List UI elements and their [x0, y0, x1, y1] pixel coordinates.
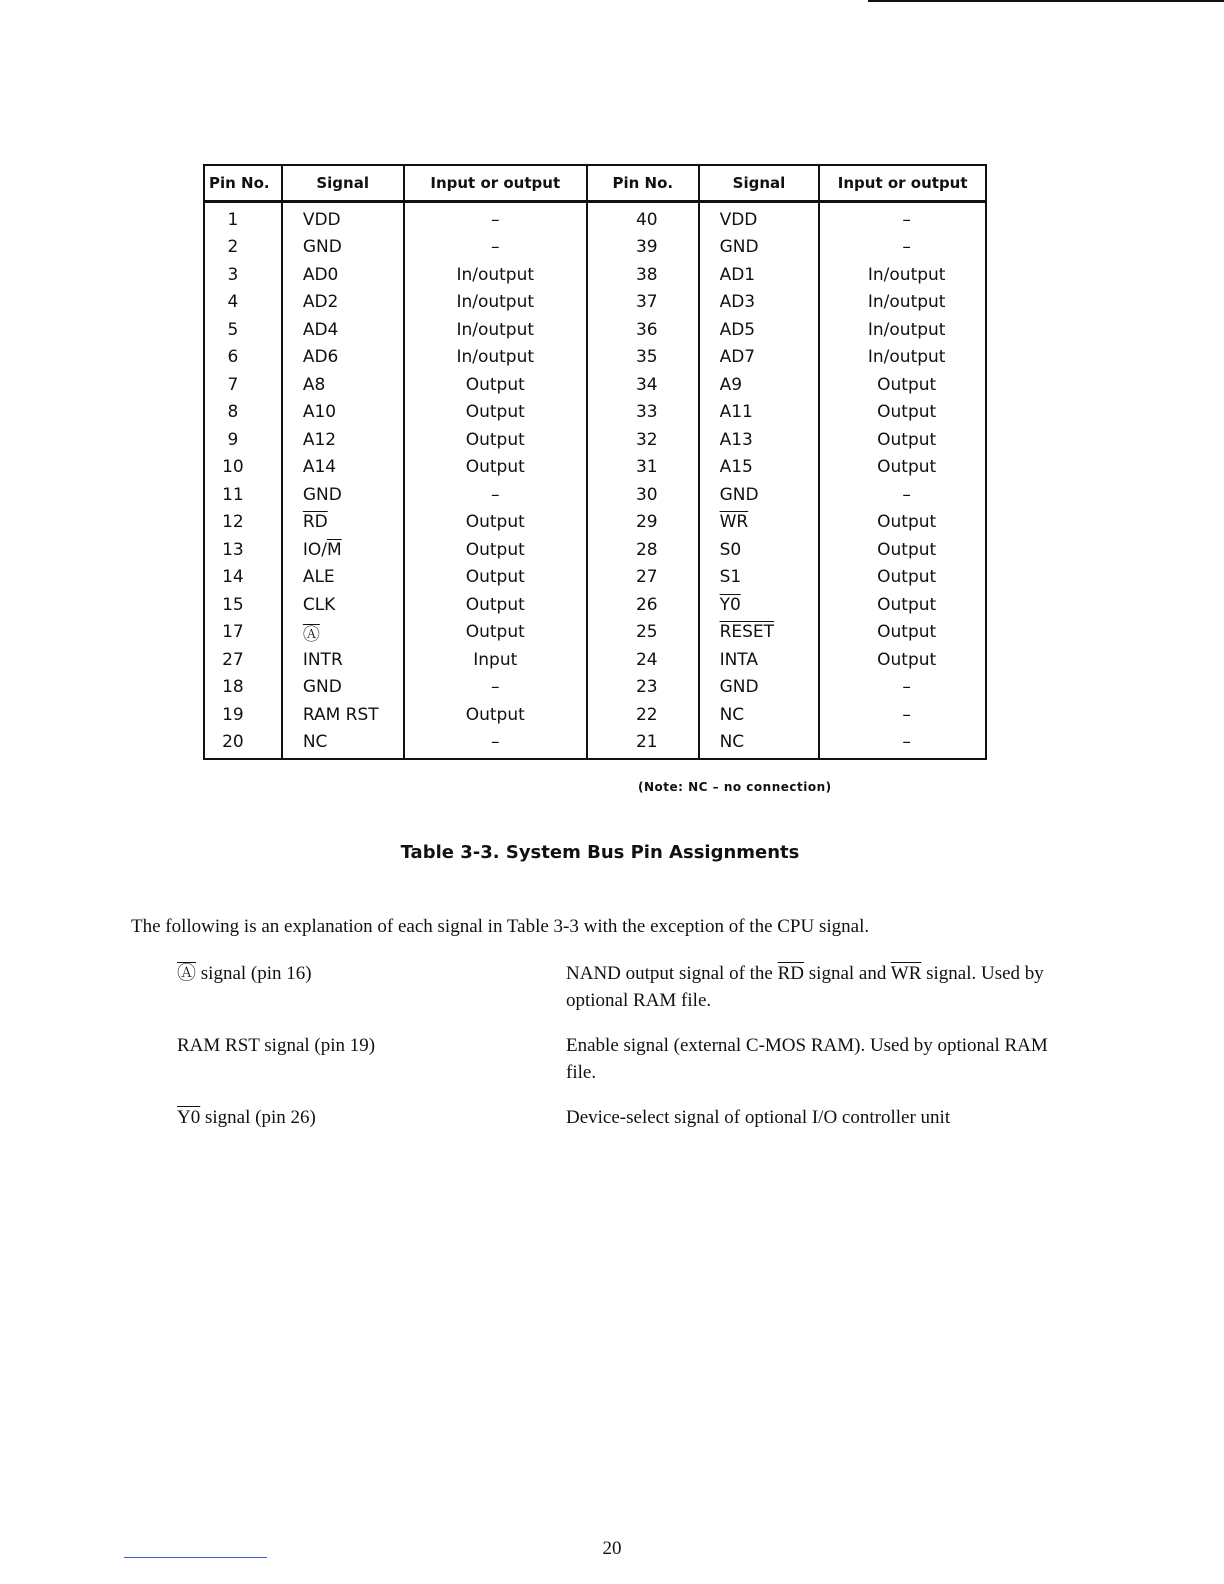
cell-signal-right [699, 536, 820, 564]
cell-pin-no-right-text: 37 [635, 292, 658, 313]
cell-signal-right [699, 591, 820, 619]
cell-signal [282, 536, 404, 564]
cell-signal-right-text: AD5 [719, 319, 756, 340]
caption-text: Table 3-3. System Bus Pin Assignments [400, 842, 800, 863]
cell-input-or-output [404, 202, 587, 234]
page-number: 20 [602, 1538, 622, 1559]
cell-pin-no [204, 646, 282, 674]
cell-signal-right-text: RESET [719, 622, 775, 643]
cell-input-or-output-right-text: In/output [867, 292, 946, 313]
cell-pin-no-right [587, 481, 699, 509]
cell-pin-no-right [587, 674, 699, 702]
cell-pin-no-right [587, 426, 699, 454]
cell-pin-no [204, 316, 282, 344]
cell-input-or-output-right [819, 316, 986, 344]
table-row [204, 646, 986, 674]
cell-pin-no-right [587, 202, 699, 234]
cell-input-or-output-right [819, 344, 986, 372]
wr-overline: $\overline{WR}$ [890, 963, 922, 984]
cell-input-or-output-text: Output [465, 374, 525, 395]
cell-pin-no [204, 509, 282, 537]
cell-pin-no-right [587, 289, 699, 317]
cell-input-or-output-right [819, 261, 986, 289]
definition-description: Enable signal (external C-MOS RAM). Used by optional RAM file. [566, 1035, 1048, 1083]
cell-pin-no [204, 202, 282, 234]
cell-pin-no [204, 371, 282, 399]
top-rule [868, 0, 1224, 2]
cell-signal [282, 289, 404, 317]
cell-signal-right [699, 371, 820, 399]
cell-pin-no [204, 454, 282, 482]
cell-input-or-output-text: In/output [456, 347, 535, 368]
cell-pin-no-text: 5 [227, 319, 239, 340]
cell-signal [282, 371, 404, 399]
cell-input-or-output-text: Output [465, 539, 525, 560]
header-pin-no-right: Pin No. [587, 165, 699, 202]
cell-input-or-output-right [819, 481, 986, 509]
cell-signal-right [699, 289, 820, 317]
cell-signal-right [699, 261, 820, 289]
cell-signal-right [699, 481, 820, 509]
cell-pin-no-right-text: 31 [635, 457, 658, 478]
m-overline: $\overline{M}$ [326, 539, 342, 560]
cell-input-or-output-text: In/output [456, 292, 535, 313]
cell-input-or-output [404, 729, 587, 760]
cell-pin-no [204, 564, 282, 592]
table-row [204, 591, 986, 619]
cell-input-or-output-text: Output [465, 594, 525, 615]
cell-input-or-output-text: Output [465, 457, 525, 478]
cell-pin-no [204, 536, 282, 564]
cell-pin-no-right [587, 591, 699, 619]
cell-signal [282, 646, 404, 674]
table-row [204, 202, 986, 234]
pin-assignment-table [203, 164, 987, 760]
intro-paragraph: The following is an explanation of each signal in Table 3-3 with the exception of the CPU signal. [131, 916, 870, 937]
cell-signal-right [699, 202, 820, 234]
desc-part: signal. Used by optional RAM file. [566, 963, 1044, 1011]
cell-input-or-output [404, 646, 587, 674]
cell-input-or-output-right [819, 399, 986, 427]
cell-signal-text: NC [302, 732, 328, 753]
cell-pin-no [204, 591, 282, 619]
cell-input-or-output-text: In/output [456, 319, 535, 340]
cell-pin-no-right-text: 26 [635, 594, 658, 615]
cell-input-or-output-text: Output [465, 402, 525, 423]
cell-signal [282, 564, 404, 592]
cell-signal-right [699, 344, 820, 372]
cell-signal-right-text: $\overline{WR}$ [719, 512, 749, 533]
cell-signal-text: GND [302, 237, 342, 258]
desc-part: NAND output signal of the [566, 963, 778, 984]
bottom-rule [124, 1557, 267, 1558]
cell-input-or-output-right [819, 674, 986, 702]
cell-input-or-output-right-text: Output [877, 402, 937, 423]
cell-signal-text: AD2 [302, 292, 339, 313]
cell-signal [282, 234, 404, 262]
cell-signal [282, 454, 404, 482]
cell-pin-no-right-text: 36 [635, 319, 658, 340]
cell-signal-right [699, 564, 820, 592]
cell-signal-right-text: AD3 [719, 292, 756, 313]
cell-pin-no-right-text: 24 [635, 649, 658, 670]
cell-signal-text: $IO/\overline{M}$ [302, 539, 342, 560]
cell-pin-no-text: 27 [222, 649, 244, 670]
cell-signal-right-text: S1 [719, 567, 742, 588]
cell-input-or-output [404, 481, 587, 509]
cell-pin-no-text: 20 [222, 732, 244, 753]
cell-signal-right-text: AD1 [719, 264, 756, 285]
cell-signal-right [699, 399, 820, 427]
cell-pin-no-right-text: 22 [635, 704, 658, 725]
cell-pin-no-text: 19 [222, 704, 244, 725]
cell-signal-right [699, 316, 820, 344]
cell-input-or-output-right [819, 536, 986, 564]
cell-pin-no-text: 13 [222, 539, 244, 560]
table-row [204, 344, 986, 372]
table-body [204, 202, 986, 760]
cell-signal-right-text: GND [719, 677, 759, 698]
cell-input-or-output [404, 701, 587, 729]
cell-signal-right [699, 646, 820, 674]
cell-input-or-output-right-text: – [902, 237, 911, 258]
header-input-or-output-right: Input or output [819, 165, 986, 202]
table-row [204, 509, 986, 537]
header-signal: Signal [282, 165, 404, 202]
cell-pin-no-right-text: 32 [635, 429, 658, 450]
definition-term: RAM RST signal (pin 19) [177, 1035, 376, 1056]
cell-pin-no-right [587, 399, 699, 427]
cell-input-or-output [404, 399, 587, 427]
cell-signal-right-text: NC [719, 704, 745, 725]
cell-signal-text: AD6 [302, 347, 339, 368]
cell-input-or-output-text: Output [465, 512, 525, 533]
cell-input-or-output [404, 426, 587, 454]
cell-input-or-output-text: Output [465, 567, 525, 588]
cell-signal-right [699, 729, 820, 760]
cell-pin-no [204, 674, 282, 702]
cell-input-or-output-right [819, 591, 986, 619]
cell-signal-right [699, 674, 820, 702]
cell-pin-no-right-text: 40 [635, 209, 658, 230]
table-row [204, 234, 986, 262]
table-row [204, 619, 986, 647]
cell-input-or-output-right-text: Output [877, 374, 937, 395]
cell-signal [282, 729, 404, 760]
cell-input-or-output [404, 674, 587, 702]
cell-signal [282, 399, 404, 427]
cell-signal-text: Ⓐ [302, 624, 320, 645]
cell-input-or-output-right [819, 509, 986, 537]
cell-pin-no [204, 426, 282, 454]
cell-signal-text: AD4 [302, 319, 339, 340]
cell-pin-no-right [587, 454, 699, 482]
cell-signal-text: GND [302, 484, 342, 505]
cell-input-or-output [404, 564, 587, 592]
cell-input-or-output-right-text: – [902, 677, 911, 698]
cell-input-or-output-right [819, 426, 986, 454]
cell-input-or-output-text: Output [465, 704, 525, 725]
cell-input-or-output-right [819, 564, 986, 592]
cell-input-or-output-right [819, 289, 986, 317]
cell-input-or-output [404, 371, 587, 399]
table-row [204, 289, 986, 317]
cell-signal-right-text: Y0 [719, 594, 741, 615]
cell-pin-no-text: 9 [227, 429, 239, 450]
table-caption [0, 842, 1224, 863]
table-row [204, 729, 986, 760]
cell-pin-no-text: 17 [222, 622, 244, 643]
cell-input-or-output [404, 344, 587, 372]
cell-pin-no-right [587, 564, 699, 592]
cell-signal-text: RAM RST [302, 704, 379, 725]
cell-pin-no-text: 18 [222, 677, 244, 698]
definition-term-text: signal (pin 26) [200, 1107, 316, 1128]
cell-input-or-output-right [819, 646, 986, 674]
cell-signal-right [699, 234, 820, 262]
cell-signal-right [699, 454, 820, 482]
cell-signal-text: AD0 [302, 264, 339, 285]
cell-input-or-output-text: – [491, 732, 500, 753]
cell-pin-no-right-text: 28 [635, 539, 658, 560]
cell-pin-no-right [587, 316, 699, 344]
cell-pin-no-right [587, 509, 699, 537]
cell-signal [282, 591, 404, 619]
cell-pin-no-right-text: 30 [635, 484, 658, 505]
table-row [204, 481, 986, 509]
cell-signal-right-text: NC [719, 732, 745, 753]
cell-input-or-output-text: – [491, 209, 500, 230]
cell-input-or-output [404, 619, 587, 647]
cell-signal-text: CLK [302, 594, 336, 615]
cell-signal-text: GND [302, 677, 342, 698]
cell-pin-no-right [587, 371, 699, 399]
table-row [204, 371, 986, 399]
cell-pin-no [204, 234, 282, 262]
cell-pin-no [204, 289, 282, 317]
cell-pin-no-right-text: 27 [635, 567, 658, 588]
definition-term [177, 1104, 316, 1131]
cell-pin-no-text: 14 [222, 567, 244, 588]
cell-pin-no-right-text: 39 [635, 237, 658, 258]
cell-input-or-output-right-text: Output [877, 512, 937, 533]
cell-pin-no-text: 1 [227, 209, 239, 230]
cell-input-or-output [404, 234, 587, 262]
table-note: (Note: NC – no connection) [638, 780, 832, 794]
cell-signal-right [699, 701, 820, 729]
cell-signal-text: A10 [302, 402, 337, 423]
cell-input-or-output-right-text: Output [877, 429, 937, 450]
cell-pin-no [204, 481, 282, 509]
cell-signal-text: A14 [302, 457, 337, 478]
cell-input-or-output-right [819, 234, 986, 262]
cell-input-or-output [404, 261, 587, 289]
table-row [204, 316, 986, 344]
cell-input-or-output-right-text: Output [877, 539, 937, 560]
a-signal-symbol: Ⓐ [177, 963, 197, 984]
desc-part: signal and [804, 963, 891, 984]
cell-pin-no-right [587, 646, 699, 674]
cell-signal [282, 619, 404, 647]
table-row [204, 701, 986, 729]
cell-signal-right-text: INTA [719, 649, 759, 670]
cell-input-or-output-right-text: Output [877, 622, 937, 643]
cell-input-or-output-right [819, 619, 986, 647]
cell-pin-no [204, 701, 282, 729]
cell-input-or-output-right [819, 701, 986, 729]
cell-pin-no-right-text: 23 [635, 677, 658, 698]
cell-input-or-output-text: – [491, 677, 500, 698]
cell-signal [282, 426, 404, 454]
cell-pin-no-text: 3 [227, 264, 239, 285]
table-row [204, 536, 986, 564]
cell-pin-no-right-text: 34 [635, 374, 658, 395]
cell-signal [282, 202, 404, 234]
cell-input-or-output [404, 509, 587, 537]
cell-input-or-output-right-text: – [902, 732, 911, 753]
cell-signal-text: ALE [302, 567, 335, 588]
cell-signal-right-text: GND [719, 484, 759, 505]
cell-pin-no-right [587, 344, 699, 372]
cell-input-or-output-right-text: Output [877, 457, 937, 478]
cell-pin-no [204, 729, 282, 760]
cell-input-or-output [404, 289, 587, 317]
cell-input-or-output-right-text: – [902, 209, 911, 230]
cell-input-or-output-text: Output [465, 622, 525, 643]
cell-signal [282, 674, 404, 702]
cell-input-or-output-text: – [491, 484, 500, 505]
cell-signal [282, 344, 404, 372]
cell-pin-no-right [587, 619, 699, 647]
cell-pin-no-right [587, 729, 699, 760]
cell-signal-right-text: A13 [719, 429, 753, 450]
cell-input-or-output-right [819, 729, 986, 760]
cell-input-or-output-right [819, 454, 986, 482]
header-input-or-output: Input or output [404, 165, 587, 202]
header-signal-right: Signal [699, 165, 820, 202]
table-row [204, 454, 986, 482]
definition-term-text: signal (pin 16) [196, 963, 312, 984]
definition-description: Device-select signal of optional I/O controller unit [566, 1107, 951, 1128]
cell-pin-no-text: 6 [227, 347, 239, 368]
cell-signal [282, 509, 404, 537]
cell-input-or-output-right-text: – [902, 704, 911, 725]
cell-input-or-output-right [819, 202, 986, 234]
cell-input-or-output-text: Input [473, 649, 518, 670]
cell-pin-no-text: 12 [222, 512, 244, 533]
cell-signal-right [699, 426, 820, 454]
cell-pin-no [204, 344, 282, 372]
table-row [204, 564, 986, 592]
cell-pin-no-text: 15 [222, 594, 244, 615]
cell-signal-right-text: GND [719, 237, 759, 258]
cell-input-or-output-text: Output [465, 429, 525, 450]
cell-input-or-output-right-text: In/output [867, 347, 946, 368]
cell-signal-text: INTR [302, 649, 343, 670]
header-pin-no: Pin No. [204, 165, 282, 202]
cell-pin-no-right [587, 261, 699, 289]
cell-pin-no-text: 10 [222, 457, 244, 478]
cell-signal [282, 316, 404, 344]
table-row [204, 674, 986, 702]
cell-pin-no [204, 619, 282, 647]
cell-pin-no-text: 8 [227, 402, 239, 423]
cell-signal-right-text: A11 [719, 402, 753, 423]
table-row [204, 261, 986, 289]
cell-pin-no-right [587, 701, 699, 729]
cell-signal-text: $\overline{RD}$ [302, 512, 328, 533]
cell-input-or-output [404, 316, 587, 344]
cell-pin-no-right-text: 35 [635, 347, 658, 368]
cell-pin-no-right-text: 33 [635, 402, 658, 423]
cell-pin-no [204, 261, 282, 289]
cell-pin-no-text: 7 [227, 374, 239, 395]
definition-description [566, 960, 1076, 1014]
cell-pin-no-text: 2 [227, 237, 239, 258]
cell-input-or-output [404, 536, 587, 564]
cell-input-or-output-right-text: Output [877, 649, 937, 670]
cell-signal-text: A8 [302, 374, 326, 395]
cell-signal-right-text: VDD [719, 209, 758, 230]
cell-input-or-output-right [819, 371, 986, 399]
cell-input-or-output-right-text: In/output [867, 319, 946, 340]
cell-signal-text: VDD [302, 209, 341, 230]
cell-input-or-output-text: In/output [456, 264, 535, 285]
cell-signal-right-text: AD7 [719, 347, 756, 368]
cell-input-or-output [404, 591, 587, 619]
cell-pin-no-right [587, 536, 699, 564]
cell-pin-no-right-text: 38 [635, 264, 658, 285]
cell-pin-no-text: 11 [222, 484, 244, 505]
definition-term [177, 960, 312, 987]
table-header-row [204, 165, 986, 202]
table-row [204, 399, 986, 427]
cell-input-or-output-right-text: Output [877, 567, 937, 588]
cell-signal [282, 261, 404, 289]
cell-pin-no-right-text: 29 [635, 512, 658, 533]
y0-symbol: Y0 [177, 1107, 201, 1128]
cell-input-or-output-right-text: – [902, 484, 911, 505]
cell-input-or-output-right-text: In/output [867, 264, 946, 285]
cell-signal-right [699, 619, 820, 647]
cell-signal-right-text: A15 [719, 457, 753, 478]
cell-pin-no-right-text: 25 [635, 622, 658, 643]
rd-overline: $\overline{RD}$ [777, 963, 805, 984]
cell-signal [282, 701, 404, 729]
cell-pin-no-right-text: 21 [635, 732, 658, 753]
cell-input-or-output [404, 454, 587, 482]
cell-signal-right-text: A9 [719, 374, 743, 395]
cell-signal-right-text: S0 [719, 539, 742, 560]
cell-pin-no-right [587, 234, 699, 262]
cell-pin-no-text: 4 [227, 292, 239, 313]
cell-signal-text: A12 [302, 429, 337, 450]
cell-signal [282, 481, 404, 509]
cell-input-or-output-text: – [491, 237, 500, 258]
cell-input-or-output-right-text: Output [877, 594, 937, 615]
table-row [204, 426, 986, 454]
cell-signal-right [699, 509, 820, 537]
cell-pin-no [204, 399, 282, 427]
